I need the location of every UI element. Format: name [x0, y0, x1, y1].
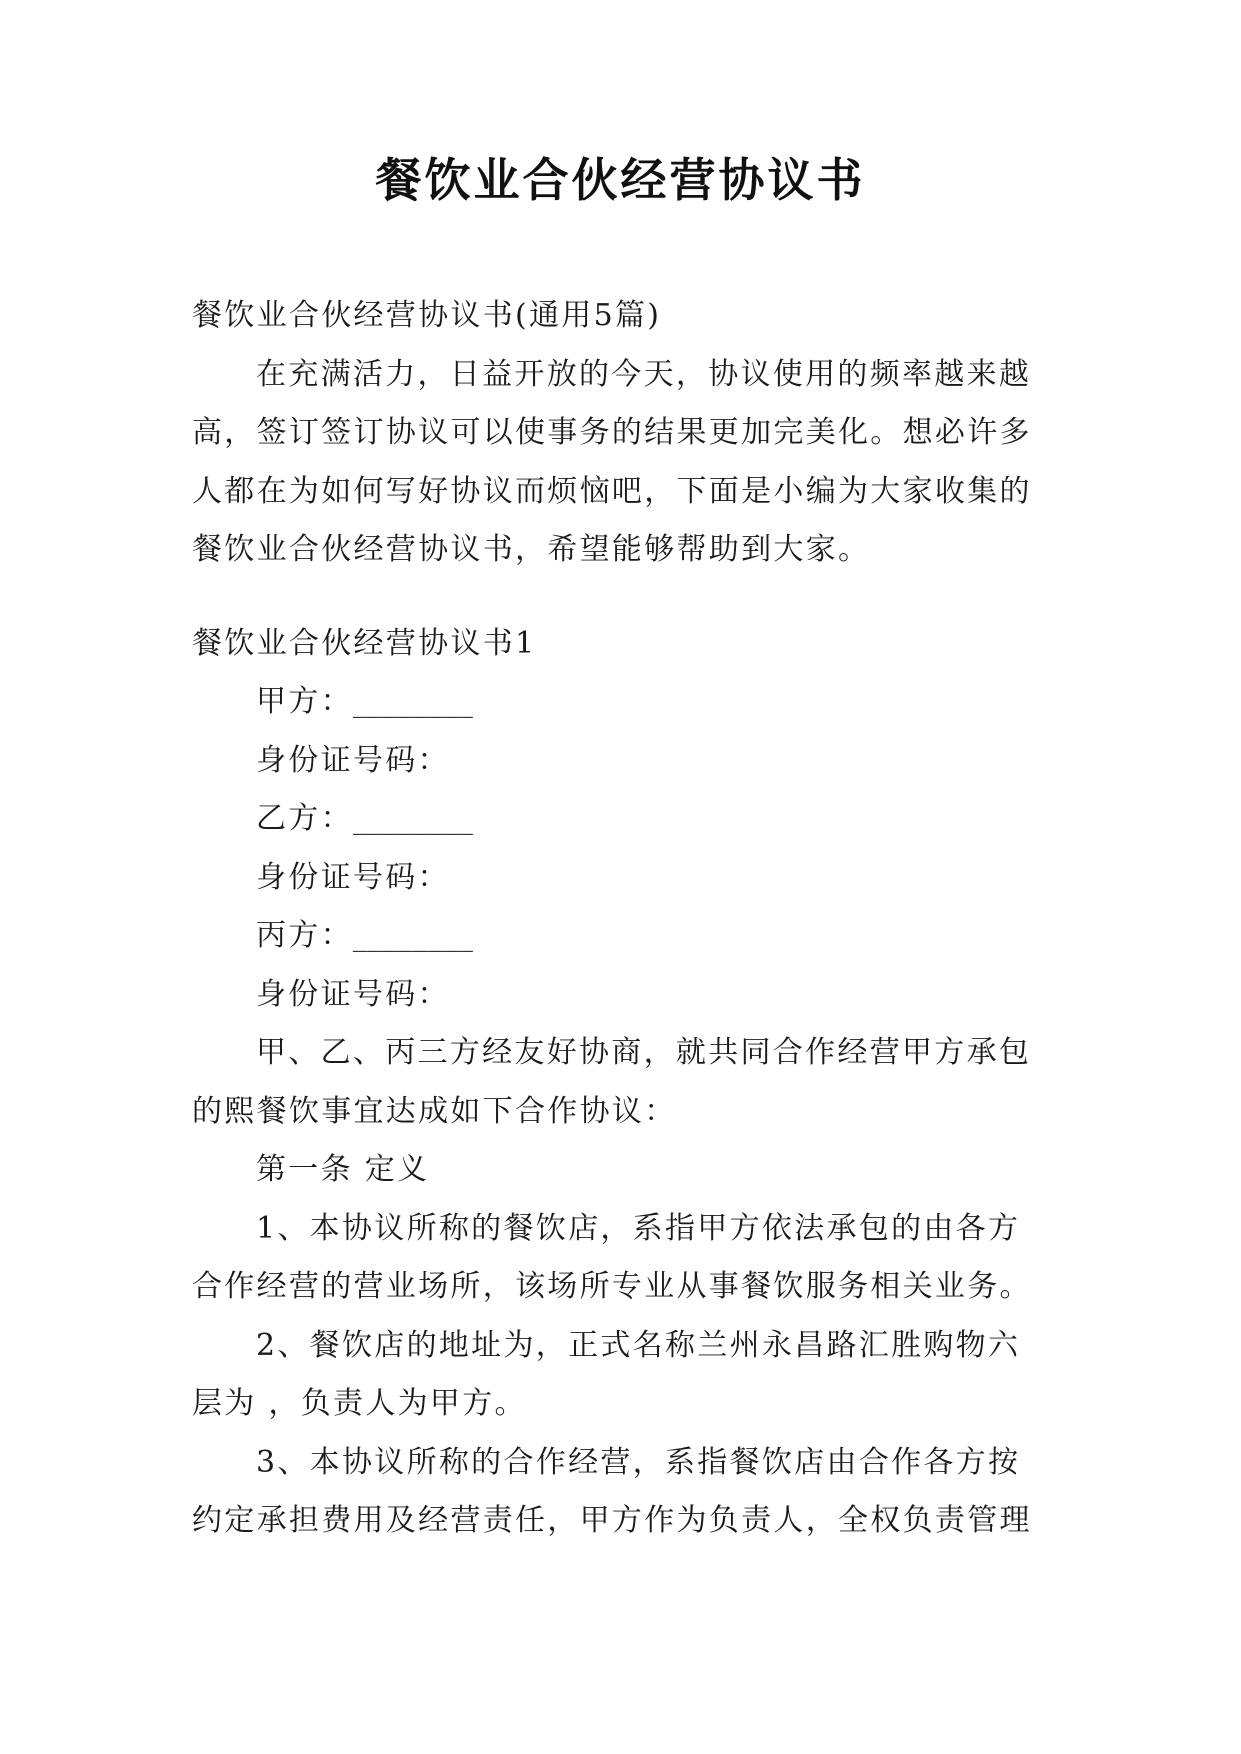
id-c-label: 身份证号码：	[256, 976, 450, 1012]
agreement-line: 的熙餐饮事宜达成如下合作协议：	[192, 1093, 677, 1129]
id-a-label: 身份证号码：	[256, 742, 450, 778]
section-heading: 餐饮业合伙经营协议书1	[192, 625, 537, 661]
clause-line: 层为 ，负责人为甲方。	[192, 1386, 527, 1421]
clause-line: 约定承担费用及经营责任，甲方作为负责人，全权负责管理	[192, 1503, 1032, 1538]
agreement-line: 甲、乙、丙三方经友好协商，就共同合作经营甲方承包	[256, 1035, 1032, 1070]
party-a-line	[192, 673, 1064, 732]
clause-line: 合作经营的营业场所，该场所专业从事餐饮服务相关业务。	[192, 1269, 1032, 1304]
party-b-blank: ________	[352, 801, 473, 836]
subtitle: 餐饮业合伙经营协议书(通用5篇)	[192, 298, 662, 333]
intro-line: 高，签订签订协议可以使事务的结果更加完美化。想必许多	[192, 415, 1032, 450]
document-body	[192, 287, 1064, 1551]
party-b-label: 乙方：	[256, 801, 353, 836]
clause-line: 1、本协议所称的餐饮店，系指甲方依法承包的由各方	[256, 1210, 1021, 1246]
article-heading: 第一条 定义	[256, 1152, 430, 1187]
id-b-label: 身份证号码：	[256, 859, 450, 895]
party-a-label: 甲方：	[256, 684, 353, 719]
intro-line: 在充满活力，日益开放的今天，协议使用的频率越来越	[256, 356, 1032, 392]
document-title: 餐饮业合伙经营协议书	[375, 153, 866, 207]
party-c-blank: ________	[352, 918, 473, 953]
intro-line: 人都在为如何写好协议而烦恼吧，下面是小编为大家收集的	[192, 473, 1032, 509]
party-a-blank: ________	[352, 684, 473, 719]
paragraph-gap	[192, 580, 1064, 615]
party-c-line	[192, 907, 1064, 966]
intro-line: 餐饮业合伙经营协议书，希望能够帮助到大家。	[192, 532, 871, 567]
party-b-line	[192, 790, 1064, 849]
clause-line: 3、本协议所称的合作经营，系指餐饮店由合作各方按	[256, 1444, 1021, 1480]
clause-line: 2、餐饮店的地址为，正式名称兰州永昌路汇胜购物六	[256, 1327, 1021, 1363]
party-c-label: 丙方：	[256, 918, 353, 953]
